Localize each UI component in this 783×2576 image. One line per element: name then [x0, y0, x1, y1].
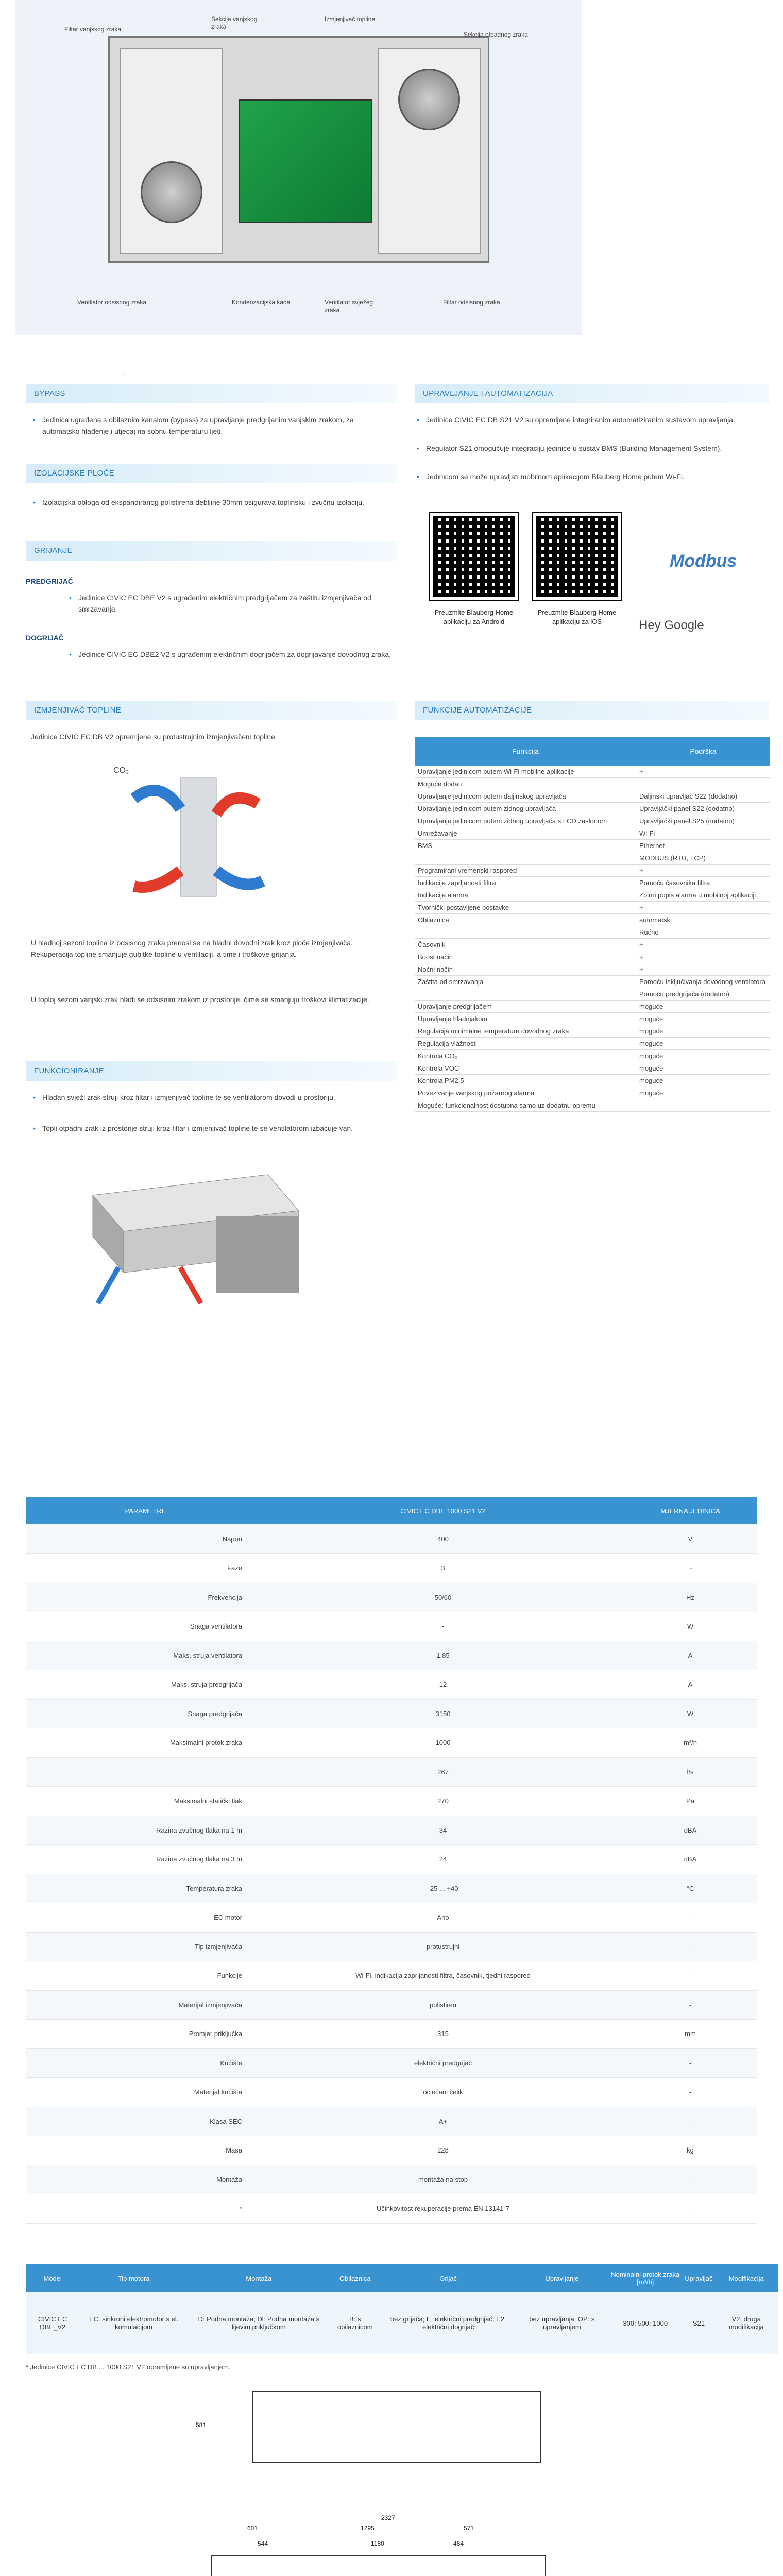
feature-support: Upravljački panel S22 (dodatno): [636, 803, 770, 815]
feature-row: [415, 1025, 770, 1038]
model-code-table: [26, 2264, 778, 2354]
dim-label: 571: [464, 2524, 474, 2532]
param-row: [26, 1583, 757, 1612]
param-row: [26, 1699, 757, 1728]
feature-function: Časovnik: [415, 939, 636, 951]
model-col-header: Upravljanje: [516, 2264, 608, 2292]
param-value: Wi-Fi, indikacija zaprljanosti filtra, časovnik, tjedni raspored: [263, 1961, 623, 1991]
feature-row: [415, 976, 770, 988]
section-operation-title: FUNKCIONIRANJE: [26, 1061, 397, 1081]
fan-icon: [141, 161, 202, 223]
section-heating-title: GRIJANJE: [26, 541, 397, 561]
model-cell: V2: druga modifikacija: [714, 2292, 778, 2354]
feature-row: [415, 1050, 770, 1062]
feature-row: [415, 902, 770, 914]
section-recovery-title: IZMJENJIVAČ TOPLINE: [26, 701, 397, 720]
param-unit: Hz: [623, 1583, 757, 1612]
qr-ios-caption: Preuzmite Blauberg Home aplikaciju za iOS: [537, 608, 617, 625]
param-value: 1,85: [263, 1641, 623, 1670]
model-col-header: Obilaznica: [330, 2264, 381, 2292]
feature-support: moguće: [636, 1013, 770, 1025]
param-name: Frekvencija: [26, 1583, 263, 1612]
feature-row: [415, 963, 770, 976]
param-row: [26, 2107, 757, 2136]
param-name: Klasa SEC: [26, 2107, 263, 2136]
feature-row: [415, 951, 770, 963]
dim-label: 2327: [381, 2514, 395, 2521]
param-name: Funkcije: [26, 1961, 263, 1991]
hero-label: Filtar vanjskog zraka: [64, 26, 122, 33]
feature-row: [415, 766, 770, 778]
feature-row: [415, 865, 770, 877]
param-value: 34: [263, 1816, 623, 1845]
feature-support: Pomoću isključivanja dovodnog ventilatora: [636, 976, 770, 988]
operation-text-2: • Topli otpadni zrak iz prostorije struji kroz filtar i izmjenjivač topline te se ventilatorom izbacuje van.: [31, 1123, 392, 1134]
automation-text-2: • Regulator S21 omogućuje integraciju jedinice u sustav BMS (Building Management System).: [415, 443, 765, 454]
param-unit: -: [623, 1961, 757, 1991]
param-unit: W: [623, 1612, 757, 1641]
feature-support: Zbirni popis alarma u mobilnoj aplikaciji: [636, 889, 770, 902]
feature-function: Upravljanje jedinicom putem Wi-Fi mobilne aplikacije: [415, 766, 636, 778]
feature-support: +: [636, 939, 770, 951]
hero-label: Sekcija otpadnog zraka: [464, 31, 528, 38]
feature-support: +: [636, 951, 770, 963]
hey-google-logo: Hey Google: [639, 618, 704, 632]
model-col-header: Model: [26, 2264, 79, 2292]
param-name: Napon: [26, 1524, 263, 1554]
param-value: 3150: [263, 1699, 623, 1728]
automation-text-3: • Jedinicom se može upravljati mobilnom aplikacijom Blauberg Home putem Wi-Fi.: [415, 471, 765, 483]
dim-label: 484: [453, 2540, 464, 2547]
param-row: [26, 2048, 757, 2078]
hero-label: Ventilator svježeg zraka: [325, 299, 373, 314]
feature-function: Regulacija vlažnosti: [415, 1038, 636, 1050]
param-name: Maks. struja predgrijača: [26, 1670, 263, 1700]
feature-row: [415, 778, 770, 790]
feature-row: [415, 1001, 770, 1013]
feature-function: Povezivanje vanjskog požarnog alarma: [415, 1087, 636, 1099]
feature-row: [415, 914, 770, 926]
param-value: A+: [263, 2107, 623, 2136]
param-row: [26, 1641, 757, 1670]
param-name: Montaža: [26, 2165, 263, 2194]
param-value: -25 ... +40: [263, 1874, 623, 1903]
feature-support: +: [636, 902, 770, 914]
parameters-table: [26, 1497, 757, 2224]
recovery-winter-text: U hladnoj sezoni toplina iz odsisnog zraka prenosi se na hladni dovodni zrak kroz ploče izmjenjivača. Rekuperacija topline smanjuje gubitke topline u ventilaciji, a time i troškove grijanja.: [31, 939, 353, 958]
param-row: [26, 1554, 757, 1583]
feature-row: [415, 790, 770, 803]
param-name: Tip izmjenjivača: [26, 1932, 263, 1961]
section-automation-title: UPRAVLJANJE I AUTOMATIZACIJA: [415, 384, 770, 403]
dim-label: 1180: [371, 2540, 384, 2547]
dim-label: 601: [247, 2524, 258, 2532]
feature-function: BMS: [415, 840, 636, 852]
feature-function: Umrežavanje: [415, 827, 636, 840]
feature-support: moguće: [636, 1075, 770, 1087]
hero-label: Sekcija vanjskog zraka: [211, 15, 258, 30]
param-value: 12: [263, 1670, 623, 1700]
feature-support: Ručno: [636, 926, 770, 939]
model-col-header: Grijač: [381, 2264, 516, 2292]
param-unit: °C: [623, 1874, 757, 1903]
feature-function: Programirani vremenski raspored: [415, 865, 636, 877]
param-unit: V: [623, 1524, 757, 1554]
param-col-value: CIVIC EC DBE 1000 S21 V2: [263, 1497, 623, 1524]
reheater-text: • Jedinice CIVIC EC DBE2 V2 s ugrađenim električnim dogrijačem za dogrijavanje dovodnog zraka.: [67, 649, 392, 660]
model-cell: EC: sinkroni elektromotor s el. komutacijom: [79, 2292, 188, 2354]
param-name: Materijal kućišta: [26, 2078, 263, 2107]
feature-row: [415, 889, 770, 902]
feature-function: Boost način: [415, 951, 636, 963]
param-name: Razina zvučnog tlaka na 1 m: [26, 1816, 263, 1845]
feature-function: Upravljanje jedinicom putem zidnog upravljača s LCD zaslonom: [415, 815, 636, 827]
supply-section: [120, 48, 223, 254]
param-row: [26, 1757, 757, 1787]
param-value: Učinkovitost rekuperacije prema EN 13141-7: [263, 2194, 623, 2224]
feature-row: [415, 827, 770, 840]
param-name: Maksimalni statički tlak: [26, 1787, 263, 1816]
param-row: [26, 1903, 757, 1933]
feature-row: [415, 1013, 770, 1025]
feature-row: [415, 1062, 770, 1075]
feature-support: moguće: [636, 1025, 770, 1038]
model-cell: B: s obilaznicom: [330, 2292, 381, 2354]
bypass-text: • Jedinica ugrađena s obilaznim kanalom (bypass) za upravljanje predgrijanim vanjskim zrakom, za automatsko hlađenje i utjecaj na sobnu temperaturu ljeti.: [31, 415, 392, 437]
param-row: [26, 1990, 757, 2020]
feature-support: Pomoću časovnika filtra: [636, 877, 770, 889]
feature-support: [636, 778, 770, 790]
param-unit: W: [623, 1699, 757, 1728]
param-name: Snaga ventilatora: [26, 1612, 263, 1641]
feature-row: [415, 926, 770, 939]
param-unit: Pa: [623, 1787, 757, 1816]
unit-cutaway-image: [108, 36, 489, 263]
param-row: [26, 1845, 757, 1874]
model-note: * Jedinice CIVIC EC DB ... 1000 S21 V2 opremljene su upravljanjem.: [26, 2363, 231, 2371]
model-cell: 300; 500; 1000: [608, 2292, 683, 2354]
recovery-intro: Jedinice CIVIC EC DB V2 opremljene su protustrujnim izmjenjivačem topline.: [31, 733, 277, 741]
model-col-header: Montaža: [188, 2264, 330, 2292]
feature-row: [415, 803, 770, 815]
feature-support: Wi-Fi: [636, 827, 770, 840]
hero-cutaway: [15, 0, 582, 335]
feature-row: [415, 1075, 770, 1087]
feature-support: Upravljački panel S25 (dodatno): [636, 815, 770, 827]
model-col-header: Modifikacija: [714, 2264, 778, 2292]
feature-table: [415, 737, 770, 1112]
param-value: -: [263, 1612, 623, 1641]
param-value: montaža na stop: [263, 2165, 623, 2194]
heat-exchanger-core: [239, 99, 372, 223]
feature-support: +: [636, 766, 770, 778]
feature-function: Upravljanje hladnjakom: [415, 1013, 636, 1025]
param-unit: dBA: [623, 1845, 757, 1874]
feature-function: Upravljanje jedinicom putem zidnog upravljača: [415, 803, 636, 815]
param-unit: -: [623, 1903, 757, 1933]
feature-support: +: [636, 865, 770, 877]
qr-android-caption: Preuzmite Blauberg Home aplikaciju za Android: [434, 608, 514, 625]
hero-label: Kondenzacijska kada: [232, 299, 291, 306]
feature-function: Indikacija alarma: [415, 889, 636, 902]
model-cell: S21: [683, 2292, 714, 2354]
feature-function: Indikacija zaprljanosti filtra: [415, 877, 636, 889]
param-value: ocinčani čelik: [263, 2078, 623, 2107]
feature-function: Obilaznica: [415, 914, 636, 926]
hero-label: Izmjenjivač topline: [325, 15, 376, 23]
feature-support: moguće: [636, 1001, 770, 1013]
param-unit: l/s: [623, 1757, 757, 1787]
param-row: [26, 2165, 757, 2194]
exhaust-arrow-icon: [180, 1267, 201, 1303]
feature-function: Upravljanje jedinicom putem daljinskog upravljača: [415, 790, 636, 803]
dim-label: 544: [258, 2540, 268, 2547]
feature-support: MODBUS (RTU, TCP): [636, 852, 770, 865]
param-name: Promjer priključka: [26, 2020, 263, 2049]
feature-function: Tvornički postavljene postavke: [415, 902, 636, 914]
param-value: 50/60: [263, 1583, 623, 1612]
svg-text:CO₂: CO₂: [113, 766, 129, 775]
feature-support: moguće: [636, 1050, 770, 1062]
param-row: [26, 1670, 757, 1700]
modbus-logo-text: Modbus: [670, 551, 737, 571]
param-name: [26, 1757, 263, 1787]
feature-support: [636, 1099, 770, 1112]
feature-support: moguće: [636, 1038, 770, 1050]
fan-icon: [398, 69, 460, 130]
param-name: Materijal izmjenjivača: [26, 1990, 263, 2020]
qr-code-ios[interactable]: [533, 513, 621, 600]
feature-row: [415, 939, 770, 951]
warm-air-arrow-icon: [134, 871, 180, 887]
param-unit: A: [623, 1641, 757, 1670]
insulation-text: • Izolacijska obloga od ekspandiranog polistirena debljine 30mm osigurava toplinsku i zvučnu izolaciju.: [31, 497, 392, 509]
feature-support: moguće: [636, 1062, 770, 1075]
param-name: Razina zvučnog tlaka na 3 m: [26, 1845, 263, 1874]
dim-label: 581: [196, 2421, 207, 2429]
feature-row: [415, 815, 770, 827]
automation-text-1: • Jedinice CIVIC EC DB S21 V2 su opremljene integriranim automatiziranim sustavom upravljanja.: [415, 415, 765, 426]
feature-function: Kontrola CO₂: [415, 1050, 636, 1062]
param-unit: mm: [623, 2020, 757, 2049]
feature-row: [415, 852, 770, 865]
param-name: Kućište: [26, 2048, 263, 2078]
param-row: [26, 1961, 757, 1991]
param-unit: m³/h: [623, 1728, 757, 1758]
feature-row: [415, 1087, 770, 1099]
feature-col-function: Funkcija: [415, 737, 636, 766]
drawing-top-view: [211, 2555, 546, 2576]
qr-code-android[interactable]: [430, 513, 518, 600]
warm-air-arrow-icon: [216, 798, 258, 814]
feature-row: [415, 840, 770, 852]
param-unit: dBA: [623, 1816, 757, 1845]
feature-row: [415, 877, 770, 889]
param-value: 315: [263, 2020, 623, 2049]
param-unit: -: [623, 2194, 757, 2224]
param-value: 267: [263, 1757, 623, 1787]
param-value: 1000: [263, 1728, 623, 1758]
param-value: 270: [263, 1787, 623, 1816]
feature-function: Moguće dodati: [415, 778, 636, 790]
modbus-logo: [639, 533, 742, 611]
feature-support: Ethernet: [636, 840, 770, 852]
model-cell: D: Podna montaža; Dl: Podna montaža s lijevim priključkom: [188, 2292, 330, 2354]
param-name: *: [26, 2194, 263, 2224]
param-unit: A: [623, 1670, 757, 1700]
drawing-front-view: [252, 2391, 541, 2463]
param-unit: -: [623, 2048, 757, 2078]
supply-arrow-icon: [98, 1267, 118, 1303]
preheater-text: • Jedinice CIVIC EC DBE V2 s ugrađenim električnim predgrijačem za zaštitu izmjenjivača od smrzavanja.: [67, 592, 392, 615]
param-row: [26, 1816, 757, 1845]
param-row: [26, 2136, 757, 2165]
feature-function: Moguće: funkcionalnost dostupna samo uz dodatnu opremu: [415, 1099, 636, 1112]
reheater-subtitle: DOGRIJAČ: [26, 634, 64, 642]
param-value: 24: [263, 1845, 623, 1874]
param-col-unit: MJERNA JEDINICA: [623, 1497, 757, 1524]
param-name: Maksimalni protok zraka: [26, 1728, 263, 1758]
param-row: [26, 1932, 757, 1961]
param-unit: -: [623, 2165, 757, 2194]
feature-support: moguće: [636, 1087, 770, 1099]
model-col-header: Nominalni protok zraka [m³/h]: [608, 2264, 683, 2292]
feature-function: Regulacija minimalne temperature dovodnog zraka: [415, 1025, 636, 1038]
cold-air-arrow-icon: [216, 871, 263, 885]
section-bypass-title: BYPASS: [26, 384, 397, 403]
feature-function: Noćni način: [415, 963, 636, 976]
param-value: protustrujni: [263, 1932, 623, 1961]
hero-label: Ventilator odsisnog zraka: [77, 299, 147, 306]
param-name: Snaga predgrijača: [26, 1699, 263, 1728]
feature-function: Zaštita od smrzavanja: [415, 976, 636, 988]
model-col-header: Tip motora: [79, 2264, 188, 2292]
feature-function: [415, 988, 636, 1001]
feature-function: [415, 852, 636, 865]
model-col-header: Upravljač: [683, 2264, 714, 2292]
model-cell: bez upravljanja; OP: s upravljanjem: [516, 2292, 608, 2354]
param-unit: -: [623, 2078, 757, 2107]
feature-function: [415, 926, 636, 939]
param-value: polistiren: [263, 1990, 623, 2020]
param-value: Ano: [263, 1903, 623, 1933]
param-value: električni predgrijač: [263, 2048, 623, 2078]
feature-row: [415, 1099, 770, 1112]
model-cell: bez grijača; E: električni predgrijač; E2: električni dogrijač: [381, 2292, 516, 2354]
wall: [216, 1216, 299, 1293]
param-row: [26, 1524, 757, 1554]
param-row: [26, 2194, 757, 2224]
separator-dot: ·: [124, 371, 126, 378]
preheater-subtitle: PREDGRIJAČ: [26, 577, 73, 585]
param-value: 400: [263, 1524, 623, 1554]
feature-row: [415, 1038, 770, 1050]
dim-label: 1295: [361, 2524, 375, 2532]
feature-support: +: [636, 963, 770, 976]
feature-row: [415, 988, 770, 1001]
param-unit: ~: [623, 1554, 757, 1583]
cold-air-arrow-icon: [134, 790, 180, 809]
param-unit: -: [623, 1932, 757, 1961]
section-function-automation-title: FUNKCIJE AUTOMATIZACIJE: [415, 701, 770, 720]
param-name: EC motor: [26, 1903, 263, 1933]
param-row: [26, 2020, 757, 2049]
param-unit: kg: [623, 2136, 757, 2165]
param-name: Maks. struja ventilatora: [26, 1641, 263, 1670]
recovery-illustration: [103, 757, 288, 922]
param-value: 3: [263, 1554, 623, 1583]
recovery-summer-text: U toploj sezoni vanjski zrak hladi se odsisnim zrakom iz prostorije, čime se smanjuju troškovi klimatizacije.: [31, 995, 369, 1004]
model-cell: CIVIC EC DBE_V2: [26, 2292, 79, 2354]
feature-support: Pomoću predgrijača (dodatno): [636, 988, 770, 1001]
param-row: [26, 2078, 757, 2107]
param-row: [26, 1728, 757, 1758]
operation-text-1: • Hladan svježi zrak struji kroz filtar i izmjenjivač topline te se ventilatorom dovodi u prostoriju.: [31, 1092, 392, 1104]
feature-support: Daljinski upravljač S22 (dodatno): [636, 790, 770, 803]
param-name: Masa: [26, 2136, 263, 2165]
param-row: [26, 1612, 757, 1641]
section-insulation-title: IZOLACIJSKE PLOČE: [26, 464, 397, 483]
param-unit: -: [623, 1990, 757, 2020]
feature-function: Kontrola VOC: [415, 1062, 636, 1075]
param-row: [26, 1787, 757, 1816]
feature-function: Upravljanje predgrijačem: [415, 1001, 636, 1013]
param-value: 228: [263, 2136, 623, 2165]
feature-function: Kontrola PM2.5: [415, 1075, 636, 1087]
param-name: Faze: [26, 1554, 263, 1583]
operation-illustration: [62, 1164, 330, 1319]
param-unit: -: [623, 2107, 757, 2136]
param-row: [26, 1874, 757, 1903]
feature-col-support: Podrška: [636, 737, 770, 766]
hero-label: Filtar odsisnog zraka: [443, 299, 500, 306]
feature-support: automatski: [636, 914, 770, 926]
param-col-name: PARAMETRI: [26, 1497, 263, 1524]
param-name: Temperatura zraka: [26, 1874, 263, 1903]
